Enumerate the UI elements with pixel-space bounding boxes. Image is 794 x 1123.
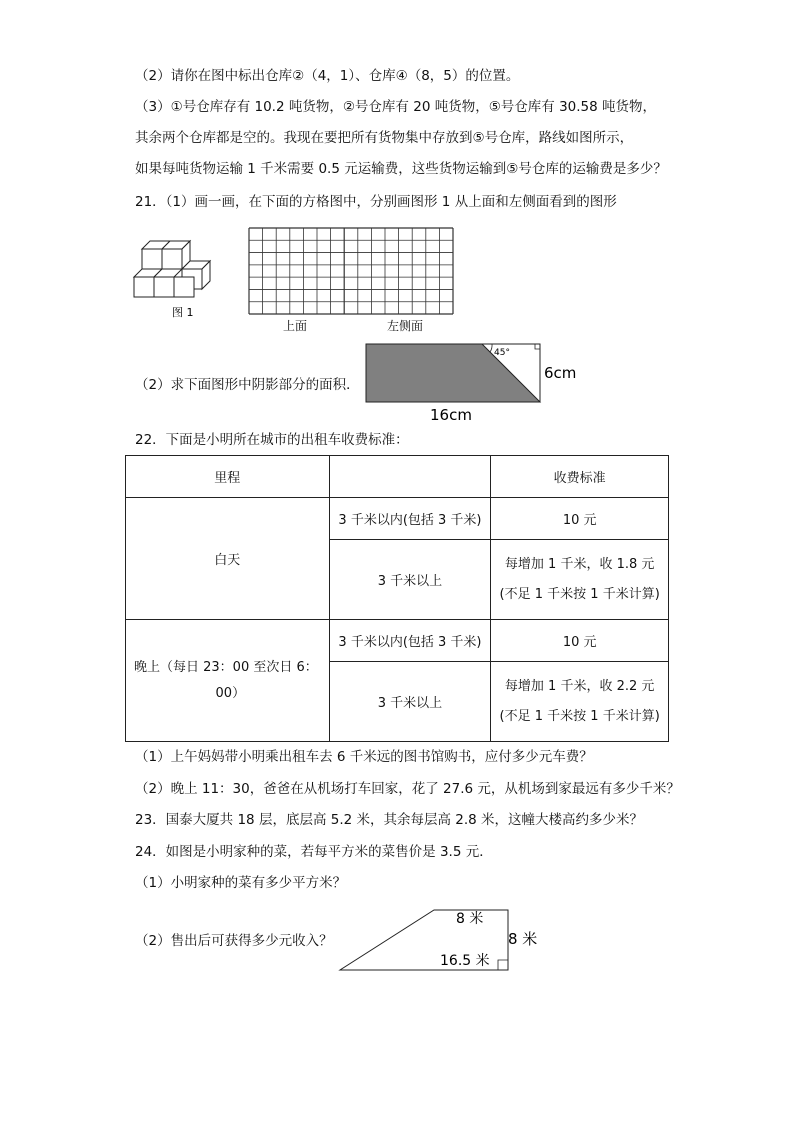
day-fee-1: 10 元 — [491, 498, 669, 540]
day-fee-2-line2: (不足 1 千米按 1 千米计算) — [499, 586, 660, 602]
q21-title: 21．（1）画一画，在下面的方格图中，分别画图形 1 从上面和左侧面看到的图形 — [135, 194, 617, 210]
night-fee-2-line1: 每增加 1 千米，收 2.2 元 — [504, 678, 655, 694]
day-range-1: 3 千米以内(包括 3 千米) — [329, 498, 491, 540]
day-fee-2 — [491, 540, 669, 620]
q24-part2: （2）售出后可获得多少元收入？ — [135, 933, 333, 949]
night-fee-2 — [491, 662, 669, 742]
q22-title: 22．下面是小明所在城市的出租车收费标准： — [135, 432, 409, 448]
width-label: 16cm — [430, 406, 472, 424]
height-label: 6cm — [544, 364, 577, 382]
night-label-line1: 晚上（每日 23：00 至次日 6： — [134, 659, 318, 675]
side-label: 8 米 — [508, 930, 538, 948]
day-range-2: 3 千米以上 — [329, 540, 491, 620]
q20-part2: （2）请你在图中标出仓库②（4，1）、仓库④（8，5）的位置。 — [135, 68, 520, 84]
q24-title: 24．如图是小明家种的菜，若每平方米的菜售价是 3.5 元． — [135, 844, 493, 860]
q24-part1: （1）小明家种的菜有多少平方米？ — [135, 875, 347, 891]
night-fee-1: 10 元 — [491, 620, 669, 662]
header-mileage: 里程 — [126, 456, 330, 498]
grid-left-label: 上面 — [283, 319, 308, 333]
header-fee: 收费标准 — [491, 456, 669, 498]
taxi-fare-table — [125, 455, 669, 742]
q22-part2: （2）晚上 11：30，爸爸在从机场打车回家，花了 27.6 元，从机场到家最远有多少千米？ — [135, 781, 680, 797]
q20-part3-line2: 其余两个仓库都是空的。我现在要把所有货物集中存放到⑤号仓库，路线如图所示， — [135, 130, 634, 146]
bottom-label: 16.5 米 — [440, 953, 490, 969]
shaded-trapezoid-figure — [364, 342, 584, 424]
q20-part3-line1: （3）①号仓库存有 10.2 吨货物，②号仓库有 20 吨货物，⑤号仓库有 30.58 吨货物， — [135, 99, 657, 115]
drawing-grid[interactable] — [247, 226, 457, 318]
q23-text: 23．国泰大厦共 18 层，底层高 5.2 米，其余每层高 2.8 米，这幢大楼高约多少米？ — [135, 812, 644, 828]
top-label: 8 米 — [456, 911, 484, 927]
vegetable-plot-trapezoid — [336, 904, 542, 976]
q21-part2: （2）求下面图形中阴影部分的面积． — [135, 377, 360, 393]
night-range-2: 3 千米以上 — [329, 662, 491, 742]
header-empty — [329, 456, 491, 498]
night-range-1: 3 千米以内(包括 3 千米) — [329, 620, 491, 662]
cube-figure — [128, 235, 228, 325]
fig1-label: 图 1 — [172, 306, 194, 319]
night-label — [126, 620, 330, 742]
night-label-line2: 00） — [215, 685, 246, 701]
day-fee-2-line1: 每增加 1 千米，收 1.8 元 — [504, 556, 655, 572]
q22-part1: （1）上午妈妈带小明乘出租车去 6 千米远的图书馆购书，应付多少元车费？ — [135, 749, 593, 765]
q20-part3-line3: 如果每吨货物运输 1 千米需要 0.5 元运输费，这些货物运输到⑤号仓库的运输费是多少？ — [135, 161, 667, 177]
angle-label: 45° — [494, 348, 510, 358]
grid-right-label: 左侧面 — [387, 319, 424, 333]
night-fee-2-line2: (不足 1 千米按 1 千米计算) — [499, 708, 660, 724]
day-label: 白天 — [126, 498, 330, 620]
